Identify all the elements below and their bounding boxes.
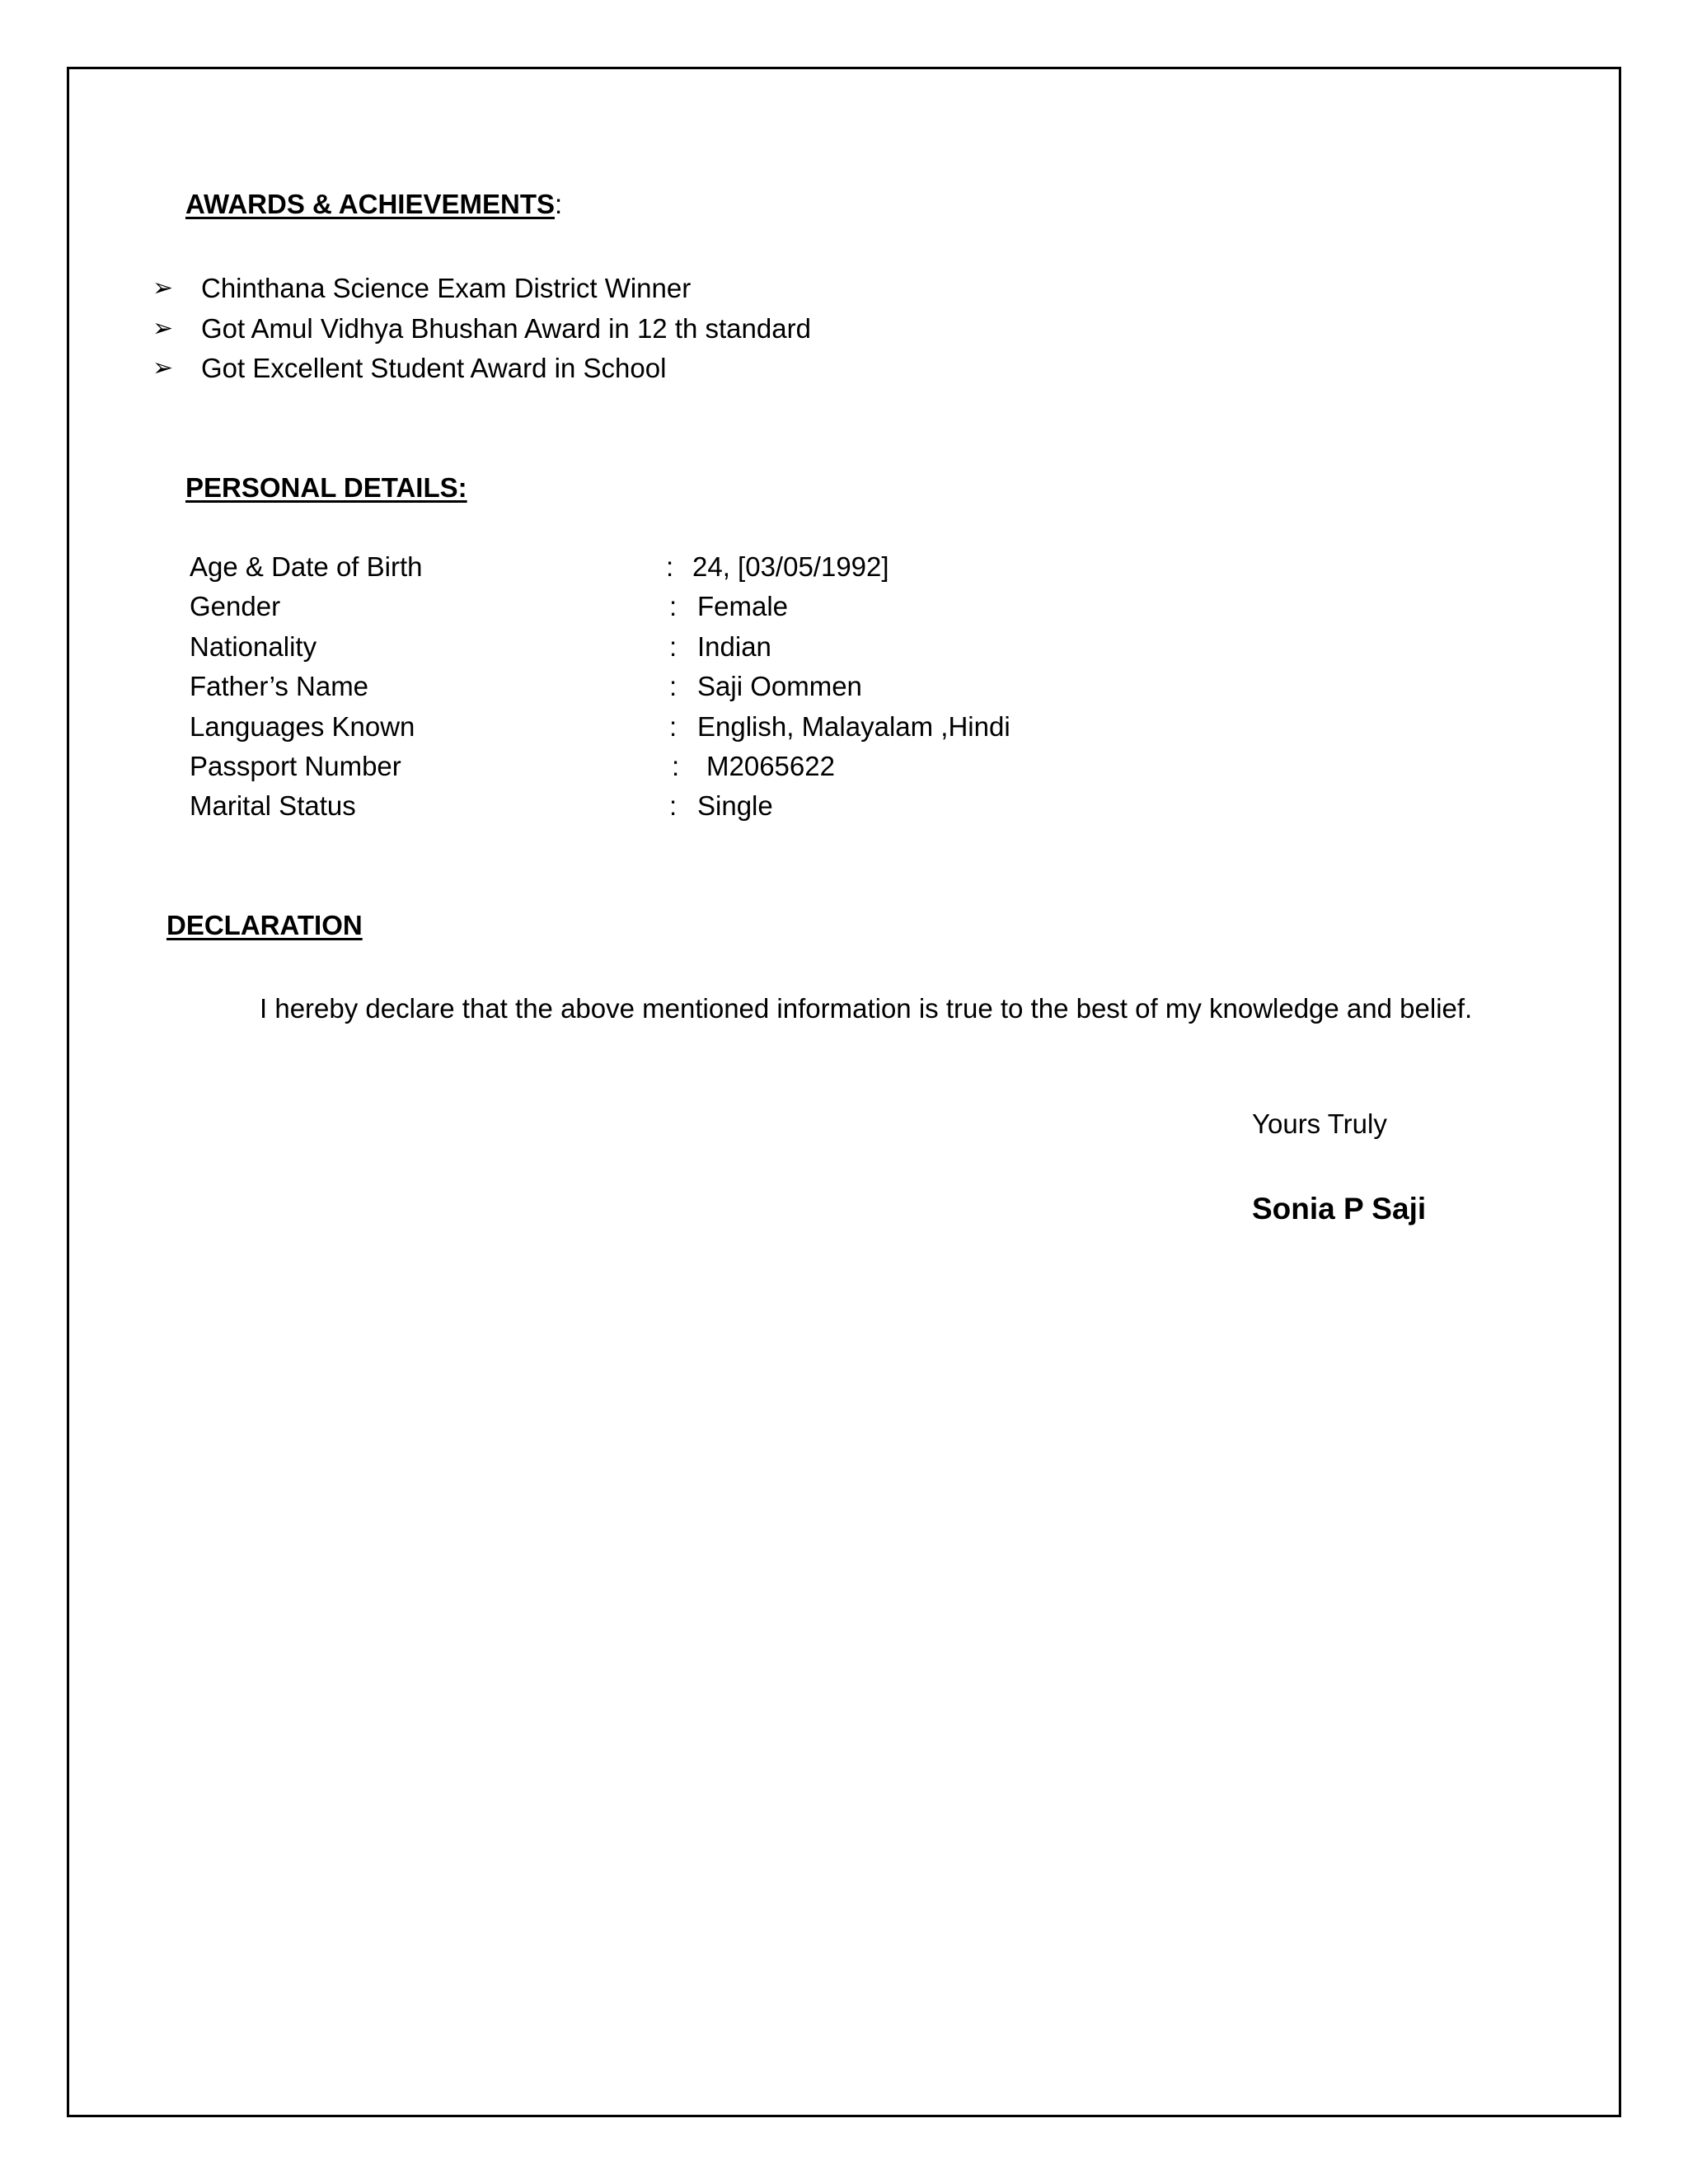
awards-heading-colon: : [554, 189, 563, 219]
awards-heading [185, 188, 562, 221]
detail-label: Languages Known [190, 710, 415, 742]
detail-value: Saji Oommen [697, 671, 862, 702]
detail-value: Indian [697, 630, 771, 662]
detail-label: Father’s Name [190, 671, 369, 702]
personal-details-heading-text: PERSONAL DETAILS: [185, 472, 467, 503]
detail-separator: : [669, 710, 678, 742]
awards-heading-text: AWARDS & ACHIEVEMENTS [185, 189, 555, 219]
declaration-text: I hereby declare that the above mentioned information is true to the best of my knowledge and belief. [260, 993, 1473, 1024]
arrow-bullet-icon: ➢ [152, 274, 174, 302]
declaration-heading [166, 909, 363, 942]
detail-separator: : [672, 750, 680, 781]
detail-label: Nationality [190, 630, 317, 662]
signature-name: Sonia P Saji [1252, 1192, 1427, 1226]
detail-label: Gender [190, 591, 281, 622]
award-text: Chinthana Science Exam District Winner [201, 273, 692, 303]
detail-label: Age & Date of Birth [190, 551, 423, 582]
detail-label: Passport Number [190, 750, 401, 781]
declaration-heading-text: DECLARATION [166, 910, 363, 940]
detail-value: Female [697, 591, 789, 622]
personal-details-heading [185, 471, 467, 504]
detail-separator: : [666, 551, 674, 582]
detail-value: 24, [03/05/1992] [692, 551, 889, 582]
detail-label: Marital Status [190, 790, 356, 822]
award-text: Got Excellent Student Award in School [201, 353, 667, 383]
detail-value: M2065622 [706, 750, 835, 781]
award-text: Got Amul Vidhya Bhushan Award in 12 th standard [201, 312, 811, 344]
closing-salutation: Yours Truly [1252, 1108, 1387, 1139]
detail-separator: : [669, 591, 678, 622]
arrow-bullet-icon: ➢ [152, 314, 174, 342]
arrow-bullet-icon: ➢ [152, 354, 174, 382]
detail-separator: : [669, 671, 678, 702]
detail-value: English, Malayalam ,Hindi [697, 710, 1010, 742]
detail-value: Single [697, 790, 773, 822]
detail-separator: : [669, 630, 678, 662]
detail-separator: : [669, 790, 678, 822]
